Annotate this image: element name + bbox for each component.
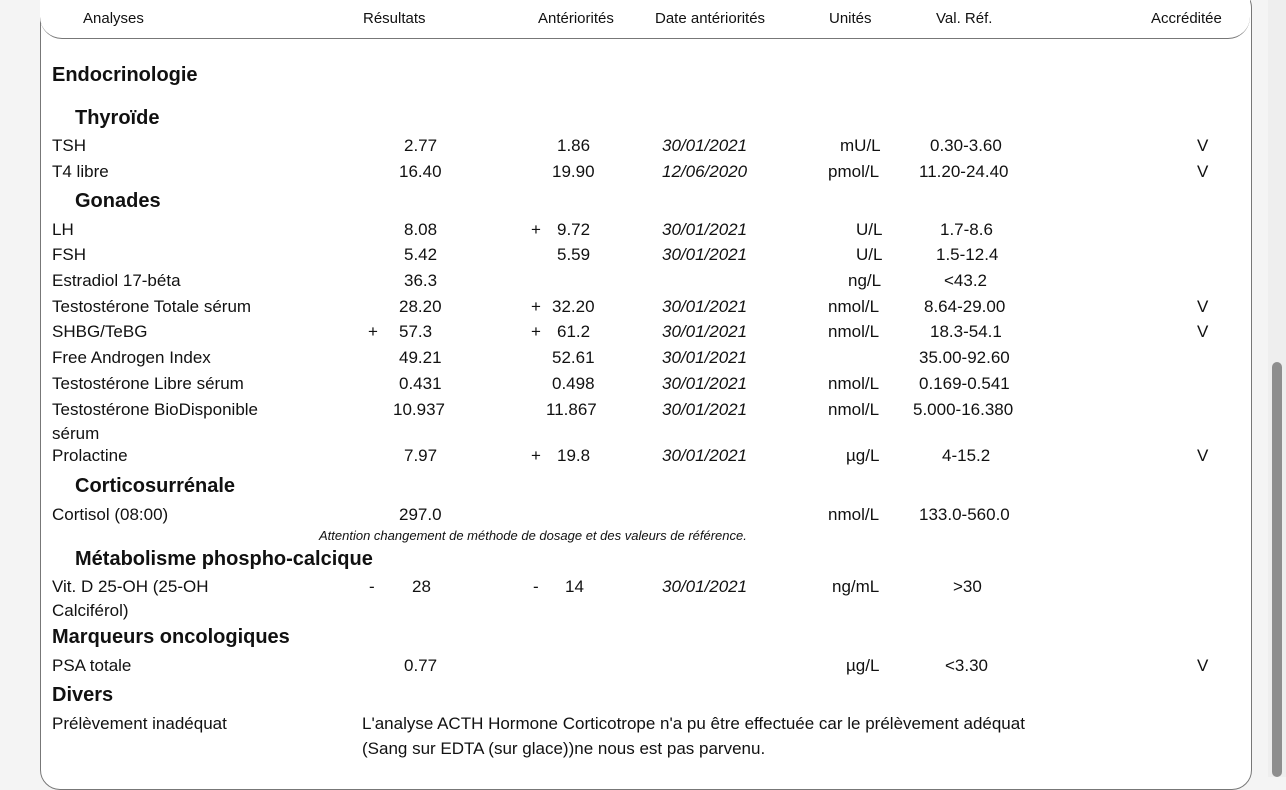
result-value: 0.77 xyxy=(404,656,438,675)
result-value: 0.431 xyxy=(399,374,442,393)
prior-date: 30/01/2021 xyxy=(662,400,748,419)
accredited-flag: V xyxy=(1197,322,1209,341)
prior-value: 5.59 xyxy=(557,245,591,264)
result-flag: - xyxy=(369,577,375,596)
reference-range: 133.0-560.0 xyxy=(919,505,1010,524)
analyte-name: Prélèvement inadéquat xyxy=(52,714,227,733)
prior-value: 1.86 xyxy=(557,136,591,155)
result-value: 16.40 xyxy=(399,162,442,181)
prior-flag: + xyxy=(531,297,541,316)
result-flag: + xyxy=(368,322,378,341)
header-anteriorites: Antériorités xyxy=(538,10,614,27)
result-value: 49.21 xyxy=(399,348,442,367)
subsection-thyroide: Thyroïde xyxy=(75,107,160,129)
result-value: 8.08 xyxy=(404,220,438,239)
unit: U/L xyxy=(856,245,883,264)
unit: µg/L xyxy=(846,446,880,465)
reference-range: >30 xyxy=(953,577,982,596)
result-value: 7.97 xyxy=(404,446,438,465)
unit: nmol/L xyxy=(828,297,880,316)
section-endocrinologie: Endocrinologie xyxy=(52,64,198,86)
reference-range: 8.64-29.00 xyxy=(924,297,1006,316)
header-val-ref: Val. Réf. xyxy=(936,10,993,27)
header-resultats: Résultats xyxy=(363,10,426,27)
prior-date: 30/01/2021 xyxy=(662,374,748,393)
prior-date: 30/01/2021 xyxy=(662,577,748,596)
result-value: 28.20 xyxy=(399,297,442,316)
prior-date: 30/01/2021 xyxy=(662,446,748,465)
prior-date: 12/06/2020 xyxy=(662,162,748,181)
unit: mU/L xyxy=(840,136,881,155)
accredited-flag: V xyxy=(1197,446,1209,465)
accredited-flag: V xyxy=(1197,136,1209,155)
prior-date: 30/01/2021 xyxy=(662,220,748,239)
unit: nmol/L xyxy=(828,400,880,419)
analyte-name: SHBG/TeBG xyxy=(52,322,148,341)
accredited-flag: V xyxy=(1197,656,1209,675)
prior-value: 19.8 xyxy=(557,446,591,465)
unit: nmol/L xyxy=(828,374,880,393)
reference-range: 18.3-54.1 xyxy=(930,322,1002,341)
unit: ng/mL xyxy=(832,577,880,596)
analyte-name: LH xyxy=(52,220,74,239)
prior-date: 30/01/2021 xyxy=(662,348,748,367)
analyte-name: TSH xyxy=(52,136,86,155)
comment-line-2: (Sang sur EDTA (sur glace))ne nous est pas parvenu. xyxy=(362,739,766,758)
scrollbar-thumb[interactable] xyxy=(1272,362,1282,777)
result-value: 2.77 xyxy=(404,136,438,155)
reference-range: <43.2 xyxy=(944,271,988,290)
analyte-name: T4 libre xyxy=(52,162,109,181)
analyte-name-continued: sérum xyxy=(52,424,100,443)
analyte-name: FSH xyxy=(52,245,86,264)
header-accreditee: Accréditée xyxy=(1151,10,1222,27)
prior-flag: + xyxy=(531,446,541,465)
subsection-corticosurrenale: Corticosurrénale xyxy=(75,475,236,497)
result-value: 10.937 xyxy=(393,400,445,419)
unit: U/L xyxy=(856,220,883,239)
unit: nmol/L xyxy=(828,505,880,524)
prior-value: 61.2 xyxy=(557,322,591,341)
prior-flag: + xyxy=(531,220,541,239)
prior-flag: - xyxy=(533,577,539,596)
result-value: 5.42 xyxy=(404,245,438,264)
analyte-name: Testostérone Totale sérum xyxy=(52,297,252,316)
prior-flag: + xyxy=(531,322,541,341)
prior-value: 11.867 xyxy=(546,400,597,419)
method-change-note: Attention changement de méthode de dosage et des valeurs de référence. xyxy=(319,528,747,543)
header-date-anteriorites: Date antériorités xyxy=(655,10,766,27)
prior-date: 30/01/2021 xyxy=(662,297,748,316)
reference-range: 4-15.2 xyxy=(942,446,991,465)
prior-value: 52.61 xyxy=(552,348,595,367)
prior-date: 30/01/2021 xyxy=(662,136,748,155)
reference-range: 1.7-8.6 xyxy=(940,220,993,239)
reference-range: <3.30 xyxy=(945,656,989,675)
analyte-name: Estradiol 17-béta xyxy=(52,271,181,290)
analyte-name: Cortisol (08:00) xyxy=(52,505,169,524)
analyte-name-continued: Calciférol) xyxy=(52,601,129,620)
prior-date: 30/01/2021 xyxy=(662,322,748,341)
reference-range: 5.000-16.380 xyxy=(913,400,1014,419)
report-page xyxy=(40,0,1252,790)
subsection-metabolisme: Métabolisme phospho-calcique xyxy=(75,548,373,570)
unit: ng/L xyxy=(848,271,882,290)
reference-range: 11.20-24.40 xyxy=(919,162,1009,181)
analyte-name: Testostérone BioDisponible xyxy=(52,400,259,419)
comment-line-1: L'analyse ACTH Hormone Corticotrope n'a pu être effectuée car le prélèvement adéquat xyxy=(362,714,1025,733)
unit: nmol/L xyxy=(828,322,880,341)
accredited-flag: V xyxy=(1197,162,1209,181)
subsection-gonades: Gonades xyxy=(75,190,161,212)
analyte-name: Prolactine xyxy=(52,446,128,465)
reference-range: 1.5-12.4 xyxy=(936,245,999,264)
analyte-name: Free Androgen Index xyxy=(52,348,211,367)
reference-range: 35.00-92.60 xyxy=(919,348,1010,367)
prior-value: 19.90 xyxy=(552,162,595,181)
reference-range: 0.30-3.60 xyxy=(930,136,1002,155)
result-value: 57.3 xyxy=(399,322,433,341)
result-value: 297.0 xyxy=(399,505,442,524)
prior-value: 9.72 xyxy=(557,220,591,239)
unit: pmol/L xyxy=(828,162,880,181)
result-value: 28 xyxy=(412,577,431,596)
prior-value: 14 xyxy=(565,577,584,596)
accredited-flag: V xyxy=(1197,297,1209,316)
prior-date: 30/01/2021 xyxy=(662,245,748,264)
section-divers: Divers xyxy=(52,684,114,706)
analyte-name: Vit. D 25-OH (25-OH xyxy=(52,577,209,596)
column-header-bar xyxy=(40,0,1250,39)
prior-value: 32.20 xyxy=(552,297,595,316)
reference-range: 0.169-0.541 xyxy=(919,374,1010,393)
section-marqueurs: Marqueurs oncologiques xyxy=(52,626,290,648)
unit: µg/L xyxy=(846,656,880,675)
result-value: 36.3 xyxy=(404,271,438,290)
analyte-name: PSA totale xyxy=(52,656,132,675)
header-unites: Unités xyxy=(829,10,872,27)
prior-value: 0.498 xyxy=(552,374,595,393)
analyte-name: Testostérone Libre sérum xyxy=(52,374,244,393)
header-analyses: Analyses xyxy=(83,10,144,27)
